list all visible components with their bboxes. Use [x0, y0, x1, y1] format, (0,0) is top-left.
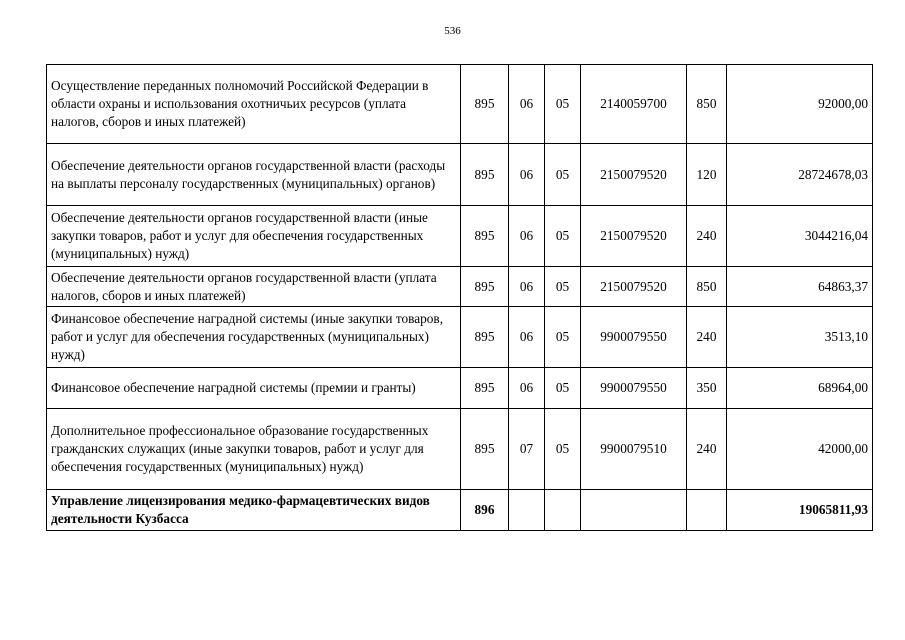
row-description: Финансовое обеспечение наградной системы (премии и гранты) — [47, 368, 461, 409]
ministry-code: 895 — [461, 409, 509, 490]
subsection-code: 05 — [545, 65, 581, 144]
ministry-code: 895 — [461, 206, 509, 267]
section-code: 06 — [509, 307, 545, 368]
section-code: 06 — [509, 267, 545, 307]
expense-type-code: 240 — [687, 307, 727, 368]
amount: 64863,37 — [727, 267, 873, 307]
row-description: Дополнительное профессиональное образование государственных гражданских служащих (иные закупки товаров, работ и услуг для обеспечения государственных (муниципальных) нужд) — [47, 409, 461, 490]
table-row — [47, 267, 873, 307]
ministry-code: 895 — [461, 144, 509, 206]
table-row — [47, 206, 873, 267]
target-article-code: 9900079510 — [581, 409, 687, 490]
expense-type-code: 350 — [687, 368, 727, 409]
target-article-code — [581, 490, 687, 531]
row-description: Финансовое обеспечение наградной системы (иные закупки товаров, работ и услуг для обеспечения государственных (муниципальных) нужд) — [47, 307, 461, 368]
subsection-code — [545, 490, 581, 531]
ministry-code: 896 — [461, 490, 509, 531]
subsection-code: 05 — [545, 206, 581, 267]
ministry-code: 895 — [461, 368, 509, 409]
row-description: Обеспечение деятельности органов государственной власти (уплата налогов, сборов и иных платежей) — [47, 267, 461, 307]
table-row — [47, 307, 873, 368]
amount: 19065811,93 — [727, 490, 873, 531]
expense-type-code: 850 — [687, 267, 727, 307]
section-code: 06 — [509, 368, 545, 409]
section-code — [509, 490, 545, 531]
section-code: 06 — [509, 65, 545, 144]
section-code: 07 — [509, 409, 545, 490]
target-article-code: 9900079550 — [581, 307, 687, 368]
table-row — [47, 409, 873, 490]
amount: 42000,00 — [727, 409, 873, 490]
subsection-code: 05 — [545, 368, 581, 409]
row-description: Обеспечение деятельности органов государственной власти (иные закупки товаров, работ и услуг для обеспечения государственных (муниципальных) нужд) — [47, 206, 461, 267]
ministry-code: 895 — [461, 307, 509, 368]
subsection-code: 05 — [545, 144, 581, 206]
subsection-code: 05 — [545, 409, 581, 490]
row-description: Осуществление переданных полномочий Российской Федерации в области охраны и использования охотничьих ресурсов (уплата налогов, сборов и иных платежей) — [47, 65, 461, 144]
subsection-code: 05 — [545, 307, 581, 368]
row-description: Управление лицензирования медико-фармацевтических видов деятельности Кузбасса — [47, 490, 461, 531]
section-code: 06 — [509, 206, 545, 267]
table-row — [47, 144, 873, 206]
page-number: 536 — [444, 25, 461, 37]
target-article-code: 2150079520 — [581, 144, 687, 206]
expense-type-code — [687, 490, 727, 531]
section-code: 06 — [509, 144, 545, 206]
target-article-code: 9900079550 — [581, 368, 687, 409]
expense-type-code: 120 — [687, 144, 727, 206]
expense-type-code: 850 — [687, 65, 727, 144]
expense-type-code: 240 — [687, 409, 727, 490]
target-article-code: 2140059700 — [581, 65, 687, 144]
ministry-code: 895 — [461, 65, 509, 144]
expense-type-code: 240 — [687, 206, 727, 267]
target-article-code: 2150079520 — [581, 267, 687, 307]
amount: 3513,10 — [727, 307, 873, 368]
budget-table — [46, 64, 873, 531]
amount: 92000,00 — [727, 65, 873, 144]
amount: 3044216,04 — [727, 206, 873, 267]
row-description: Обеспечение деятельности органов государственной власти (расходы на выплаты персоналу государственных (муниципальных) органов) — [47, 144, 461, 206]
table-row — [47, 65, 873, 144]
amount: 28724678,03 — [727, 144, 873, 206]
subsection-code: 05 — [545, 267, 581, 307]
amount: 68964,00 — [727, 368, 873, 409]
target-article-code: 2150079520 — [581, 206, 687, 267]
table-row — [47, 368, 873, 409]
ministry-code: 895 — [461, 267, 509, 307]
table-row-total — [47, 490, 873, 531]
